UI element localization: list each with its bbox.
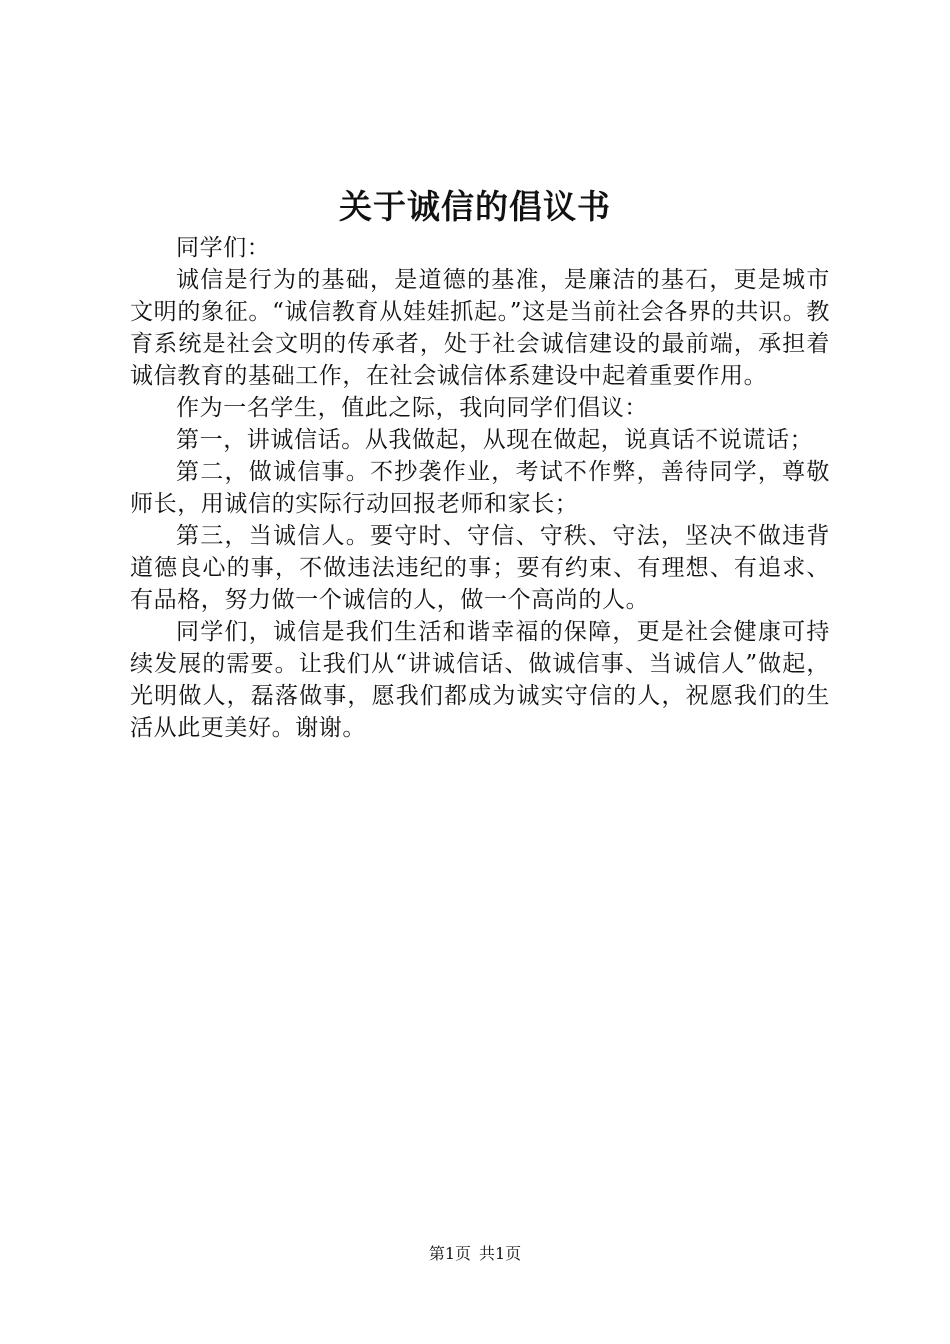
paragraph-proposal: 作为一名学生，值此之际，我向同学们倡议： [176,395,648,421]
page-number: 第1页 [428,1244,471,1263]
page-footer [0,1243,950,1265]
page-total: 共1页 [479,1244,522,1263]
paragraph-closing: 同学们，诚信是我们生活和谐幸福的保障，更是社会健康可持续发展的需要。让我们从“讲诚信话、做诚信事、当诚信人”做起，光明做人，磊落做事，愿我们都成为诚实守信的人，祝愿我们的生活从此更美好。谢谢。 [130,619,830,741]
document-title: 关于诚信的倡议书 [339,187,611,226]
paragraph-point-two: 第二，做诚信事。不抄袭作业，考试不作弊，善待同学，尊敬师长，用诚信的实际行动回报老师和家长； [130,459,830,517]
paragraph-intro: 诚信是行为的基础，是道德的基准，是廉洁的基石，更是城市文明的象征。“诚信教育从娃娃抓起。”这是当前社会各界的共识。教育系统是社会文明的传承者，处于社会诚信建设的最前端，承担着诚信教育的基础工作，在社会诚信体系建设中起着重要作用。 [130,267,830,389]
document-body [130,232,830,744]
paragraph-point-one: 第一，讲诚信话。从我做起，从现在做起，说真话不说谎话； [176,427,814,453]
paragraph-point-three: 第三，当诚信人。要守时、守信、守秩、守法，坚决不做违背道德良心的事，不做违法违纪的事；要有约束、有理想、有追求、有品格，努力做一个诚信的人，做一个高尚的人。 [130,523,830,613]
paragraph-greeting: 同学们： [176,235,271,261]
